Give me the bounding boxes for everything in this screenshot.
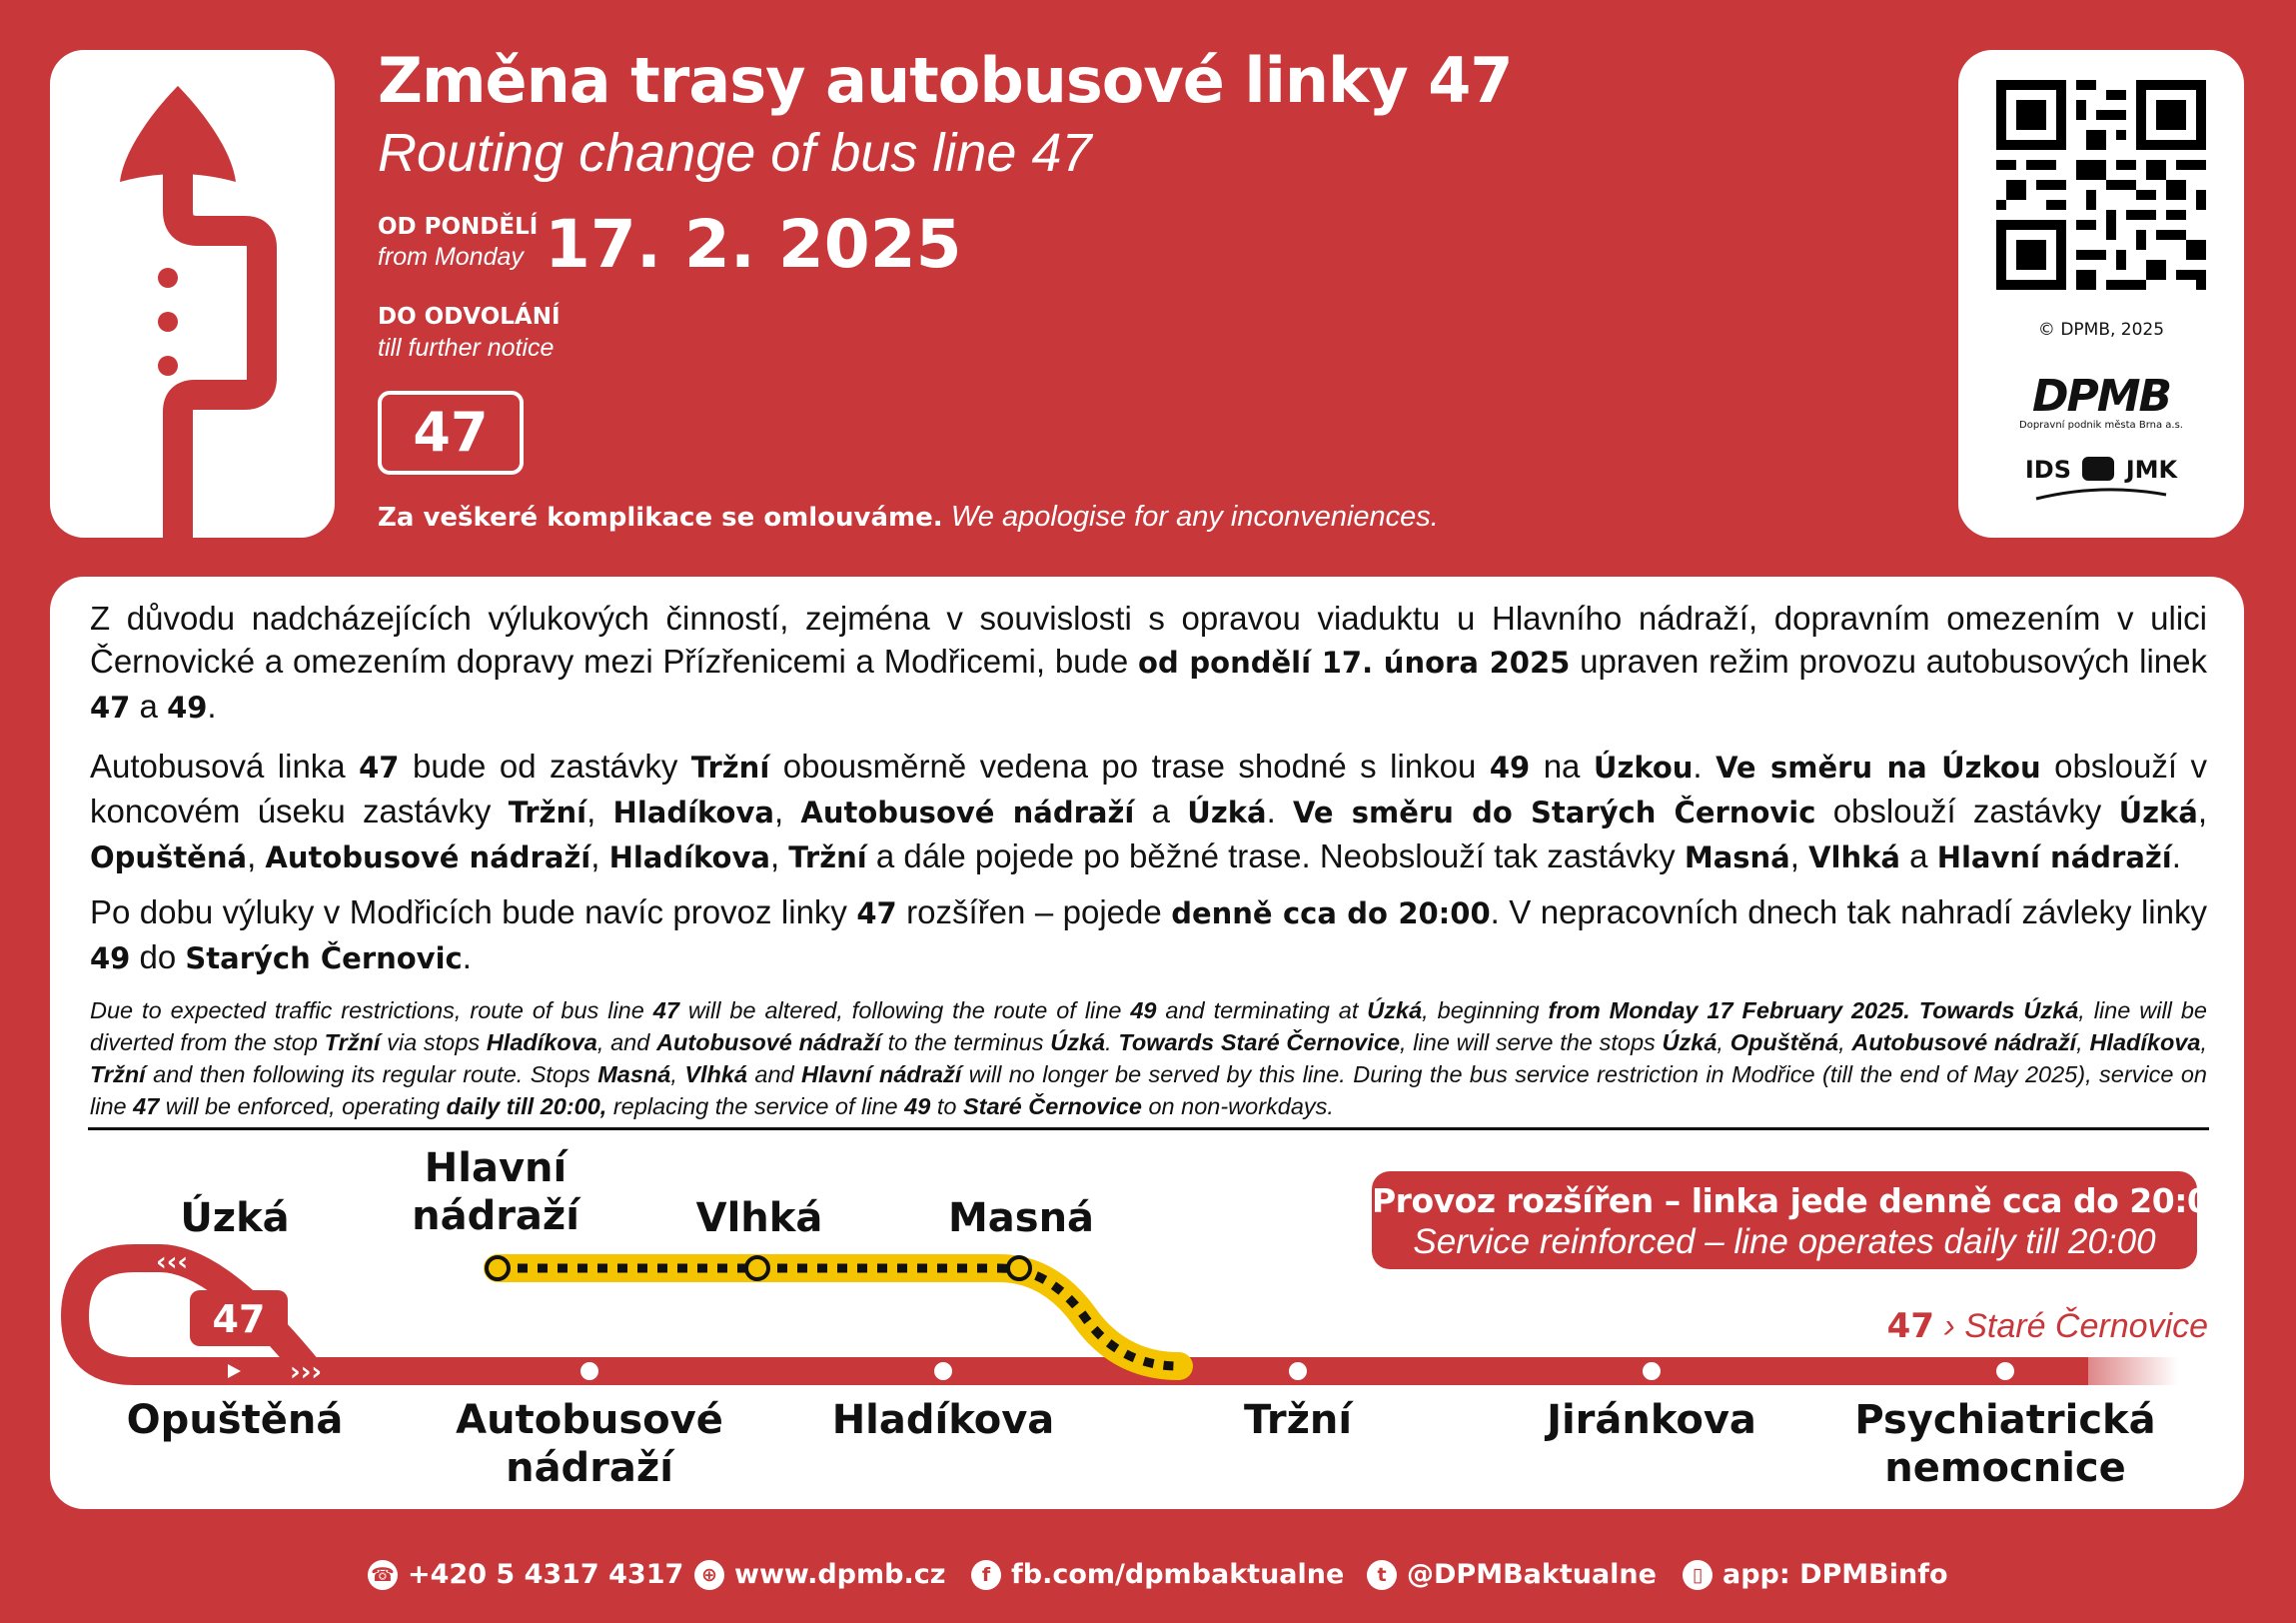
line-badge: 47 <box>378 391 524 475</box>
stop-hlavni-l1: Hlavní <box>424 1145 568 1191</box>
footer-contacts <box>0 1559 2296 1603</box>
title-cz: Změna trasy autobusové linky 47 <box>378 44 1513 117</box>
qr-logo-card <box>1958 50 2244 538</box>
footer-facebook-text: fb.com/dpmbaktualne <box>1011 1559 1345 1590</box>
ids-jmk-left: IDS <box>2024 456 2071 484</box>
loop-line-number: 47 <box>212 1297 266 1341</box>
stop-masna: Masná <box>947 1195 1095 1241</box>
stop-marker-vlhka <box>746 1257 768 1279</box>
stop-hlavni-nadrazi <box>412 1144 579 1240</box>
route-map <box>50 577 2244 1509</box>
stop-marker-autobusove <box>580 1362 598 1380</box>
until-label-cz: DO ODVOLÁNÍ <box>378 304 561 330</box>
footer-app[interactable] <box>1683 1559 1948 1590</box>
stop-psychiatricka-l1: Psychiatrická <box>1854 1397 2156 1443</box>
stop-uzka: Úzká <box>180 1195 290 1241</box>
apology <box>378 501 1439 534</box>
route-fade <box>2028 1357 2178 1385</box>
dpmb-logo-wordmark: DPMB <box>2031 371 2171 422</box>
dpmb-logo <box>1958 371 2244 433</box>
diversion-arrow-icon <box>50 50 335 538</box>
loop-direction-left-icon <box>235 1258 248 1272</box>
stop-autobusove-l2: nádraží <box>506 1445 673 1491</box>
swoosh-icon <box>2031 487 2171 501</box>
ids-jmk-logo <box>1958 455 2244 501</box>
paragraph-1: Z důvodu nadcházejících výlukových činností, zejména v souvislosti s opravou viaduktu u Hlavního nádraží, dopravním omezením v ulici Černovické a omezením dopravy mezi Přízřenicemi a Modřicemi, bude od pondělí 17. února 2025 upraven režim provozu autobusových linek 47 a 49. <box>90 600 2208 725</box>
stop-marker-hlavni <box>487 1257 509 1279</box>
paragraph-english: Due to expected traffic restrictions, route of bus line 47 will be altered, following the route of line 49 and terminating at Úzká, beginning from Monday 17 February 2025. Towards Úzká, line will be diverted from the stop Tržní via stops Hladíkova, and Autobusové nádraží to the terminus Úzká. Towards Staré Černovice, line will serve the stops Úzká, Opuštěná, Autobusové nádraží, Hladíkova, Tržní and then following its regular route. Stops Masná, Vlhká and Hlavní nádraží will no longer be served by this line. During the bus service restriction in Modřice (till the end of May 2025), service on line 47 will be enforced, operating daily till 20:00, replacing the service of line 49 to Staré Černovice on non-workdays. <box>90 997 2207 1119</box>
footer-web-text: www.dpmb.cz <box>734 1559 946 1590</box>
apology-cz: Za veškeré komplikace se omlouváme. <box>378 503 943 533</box>
effective-date: 17. 2. 2025 <box>545 206 962 283</box>
destination-name: › Staré Černovice <box>1934 1307 2208 1345</box>
paragraph-3: Po dobu výluky v Modřicích bude navíc provoz linky 47 rozšířen – pojede denně cca do 20:00. V nepracovních dnech tak nahradí závleky linky 49 do Starých Černovic. <box>90 893 2207 975</box>
destination-label <box>1887 1306 2208 1346</box>
globe-icon: ⊕ <box>694 1560 724 1590</box>
until-label-en: till further notice <box>378 334 555 362</box>
stop-jirankova: Jiránkova <box>1547 1397 1756 1443</box>
loop-arrows-top: ‹‹‹ <box>156 1247 189 1277</box>
footer-twitter[interactable] <box>1367 1559 1657 1590</box>
stop-hlavni-l2: nádraží <box>412 1193 579 1239</box>
copyright: © DPMB, 2025 <box>2037 320 2165 340</box>
stop-opustena: Opuštěná <box>126 1397 344 1443</box>
footer-twitter-text: @DPMBaktualne <box>1407 1559 1657 1590</box>
route-main-line <box>300 1357 2088 1385</box>
footer-app-text: app: DPMBinfo <box>1722 1559 1948 1590</box>
stop-marker-psychiatricka <box>1996 1362 2014 1380</box>
cancelled-route <box>498 1268 1179 1366</box>
footer-facebook[interactable] <box>971 1559 1344 1590</box>
stop-autobusove-nadrazi <box>456 1396 723 1492</box>
stop-marker-jirankova <box>1643 1362 1661 1380</box>
apology-en: We apologise for any inconveniences. <box>950 501 1439 533</box>
destination-line: 47 <box>1886 1306 1934 1346</box>
stop-marker-hladikova <box>934 1362 952 1380</box>
stop-psychiatricka-nemocnice <box>1854 1396 2155 1492</box>
service-reinforced-box <box>1372 1171 2232 1269</box>
paragraph-2: Autobusová linka 47 bude od zastávky Tržní obousměrně vedena po trase shodné s linkou 49 na Úzkou. Ve směru na Úzkou obslouží v koncovém úseku zastávky Tržní, Hladíkova, Autobusové nádraží a Úzká. Ve směru do Starých Černovic obslouží zastávky Úzká, Opuštěná, Autobusové nádraží, Hladíkova, Tržní a dále pojede po běžné trase. Neobslouží tak zastávky Masná, Vlhká a Hlavní nádraží. <box>90 748 2208 874</box>
qr-code-icon[interactable] <box>1996 80 2206 290</box>
stop-marker-masna <box>1008 1257 1030 1279</box>
stop-vlhka: Vlhká <box>695 1195 823 1241</box>
diversion-icon-card <box>50 50 335 538</box>
bus-icon <box>2082 457 2114 481</box>
stop-marker-trzni <box>1289 1362 1307 1380</box>
main-content-card <box>50 577 2244 1509</box>
from-label-cz: OD PONDĚLÍ <box>378 214 539 240</box>
title-en: Routing change of bus line 47 <box>378 123 1092 183</box>
stop-autobusove-l1: Autobusové <box>456 1397 723 1443</box>
ids-jmk-right: JMK <box>2125 456 2178 484</box>
stop-hladikova: Hladíkova <box>831 1397 1055 1443</box>
twitter-icon: t <box>1367 1560 1397 1590</box>
footer-phone-text: +420 5 4317 4317 <box>408 1559 684 1590</box>
reinforce-en: Service reinforced – line operates daily till 20:00 <box>1413 1222 2156 1261</box>
reinforce-cz: Provoz rozšířen – linka jede denně cca do 20:00 <box>1372 1181 2232 1220</box>
mobile-app-icon: ▯ <box>1683 1560 1713 1590</box>
dpmb-logo-subtitle: Dopravní podnik města Brna a.s. <box>2019 420 2183 431</box>
footer-phone[interactable] <box>368 1559 683 1590</box>
facebook-icon: f <box>971 1560 1001 1590</box>
from-label-en: from Monday <box>378 243 524 271</box>
phone-icon: ☎ <box>368 1560 398 1590</box>
footer-web[interactable] <box>694 1559 945 1590</box>
stop-trzni: Tržní <box>1243 1397 1353 1443</box>
loop-arrows-bottom: ››› <box>290 1357 323 1387</box>
stop-psychiatricka-l2: nemocnice <box>1884 1445 2126 1491</box>
